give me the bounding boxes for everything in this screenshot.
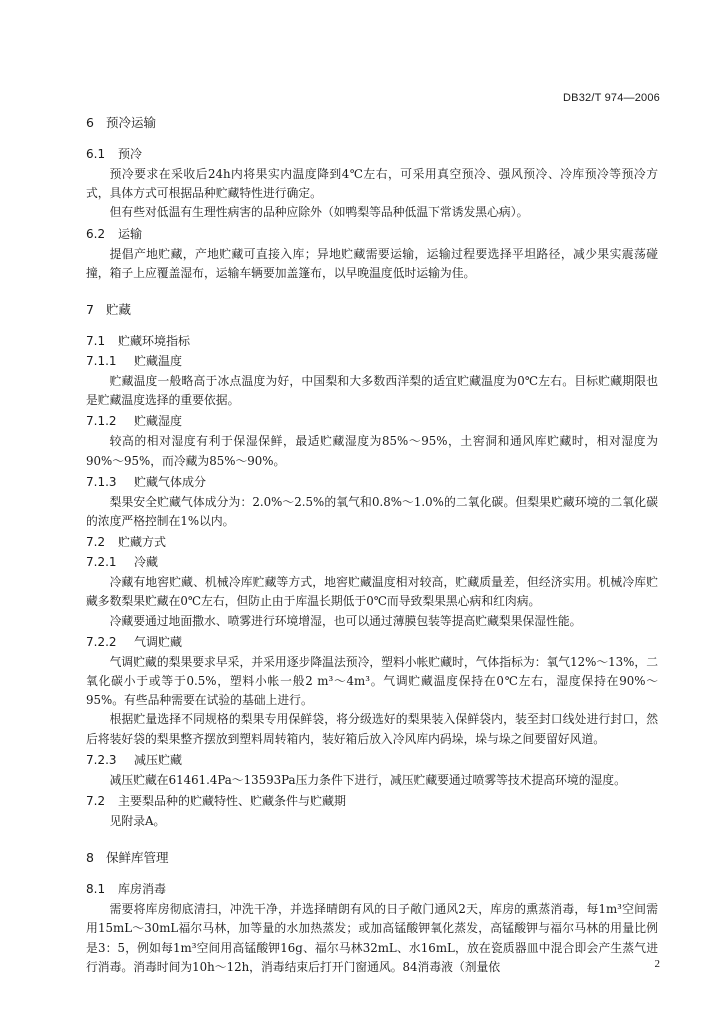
subsection-title: 预冷	[118, 147, 143, 161]
subsection-heading	[86, 534, 658, 551]
subsection-title: 贮藏湿度	[134, 414, 183, 429]
section-heading	[86, 849, 658, 866]
subsection-title: 库房消毒	[118, 882, 167, 897]
paragraph: 较高的相对湿度有利于保湿保鲜，最适贮藏湿度为85%～95%，土窖洞和通风库贮藏时，相对湿度为90%～95%，而冷藏为85%～90%。	[86, 434, 658, 468]
subsection-number: 8.1	[86, 882, 106, 897]
subsection-heading	[86, 554, 658, 571]
subsection-title: 主要梨品种的贮藏特性、贮藏条件与贮藏期	[118, 794, 347, 809]
page-number: 2	[654, 958, 660, 970]
section-heading	[86, 301, 658, 318]
subsection-number: 7.1.3	[86, 474, 117, 489]
paragraph: 梨果安全贮藏气体成分为：2.0%～2.5%的氧气和0.8%～1.0%的二氧化碳。但梨果贮藏环境的二氧化碳的浓度严格控制在1%以内。	[86, 494, 658, 529]
section-number: 6	[86, 115, 94, 130]
paragraph: 贮藏温度一般略高于冰点温度为好，中国梨和大多数西洋梨的适宜贮藏温度为0℃左右。目标贮藏期限也是贮藏温度选择的重要依据。	[86, 374, 658, 408]
subsection-title: 气调贮藏	[134, 634, 183, 649]
subsection-heading	[86, 353, 658, 370]
subsection-title: 贮藏气体成分	[134, 474, 207, 489]
section-title: 保鲜库管理	[106, 850, 169, 866]
paragraph: 根据贮量选择不同规格的梨果专用保鲜袋，将分级选好的梨果装入保鲜袋内，装至封口线处进行封口，然后将装好袋的梨果整齐摆放到塑料周转箱内，装好箱后放入冷风库内码垛，垛与垛之间要留好风道。	[86, 712, 658, 746]
paragraph: 提倡产地贮藏，产地贮藏可直接入库；异地贮藏需要运输，运输过程要选择平坦路径，减少果实震荡碰撞，箱子上应覆盖湿布，运输车辆要加盖篷布，以早晚温度低时运输为佳。	[86, 246, 658, 280]
paragraph: 冷藏要通过地面撒水、喷雾进行环境增湿，也可以通过薄膜包装等提高贮藏梨果保湿性能。	[109, 613, 582, 628]
paragraph: 气调贮藏的梨果要求早采，并采用逐步降温法预冷，塑料小帐贮藏时，气体指标为：氧气12%～13%，二氧化碳小于或等于0.5%，塑料小帐一般2 m³～4m³。气调贮藏温度保持在0℃左右，湿度保持在90%～95%。有些品种需要在试验的基础上进行。	[86, 654, 658, 708]
subsection-heading	[86, 474, 658, 491]
section-number: 7	[86, 302, 94, 318]
subsection-number: 6.1	[86, 147, 106, 161]
section-title: 贮藏	[106, 302, 132, 318]
subsection-number: 7.2	[86, 794, 106, 809]
subsection-number: 7.1.2	[86, 414, 117, 429]
subsection-heading	[86, 226, 658, 243]
section-heading	[86, 114, 658, 131]
subsection-heading	[86, 634, 658, 651]
subsection-number: 7.2.1	[86, 555, 117, 570]
subsection-number: 7.2.3	[86, 752, 117, 767]
subsection-heading	[86, 146, 658, 163]
paragraph: 但有些对低温有生理性病害的品种应除外（如鸭梨等品种低温下常诱发黑心病）。	[109, 205, 529, 220]
subsection-heading	[86, 881, 658, 898]
subsection-title: 减压贮藏	[134, 752, 183, 767]
paragraph: 减压贮藏在61461.4Pa～13593Pa压力条件下进行，减压贮藏要通过喷雾等技术提高环境的湿度。	[109, 772, 626, 787]
subsection-title: 冷藏	[134, 555, 159, 570]
subsection-number: 6.2	[86, 226, 106, 241]
subsection-title: 运输	[118, 226, 143, 241]
paragraph: 需要将库房彻底清扫，冲洗干净，并选择晴朗有风的日子敞门通风2天，库房的熏蒸消毒，每1m³空间需用15mL～30mL福尔马林，加等量的水加热蒸发；或加高锰酸钾氧化蒸发，高锰酸钾与福尔马林的用量比例是3：5，例如每1m³空间用高锰酸钾16g、福尔马林32mL、水16mL，放在瓷质器皿中混合即会产生蒸气进行消毒。消毒时间为10h～12h，消毒结束后打开门窗通风。84消毒液（剂量依	[86, 902, 658, 974]
section-number: 8	[86, 850, 94, 866]
subsection-title: 贮藏温度	[134, 354, 183, 369]
paragraph: 见附录A。	[109, 814, 166, 829]
subsection-heading	[86, 752, 658, 769]
subsection-title: 贮藏环境指标	[118, 334, 191, 349]
subsection-number: 7.2	[86, 535, 106, 550]
subsection-heading	[86, 793, 658, 810]
document-body	[86, 114, 658, 977]
subsection-number: 7.1.1	[86, 354, 117, 369]
subsection-number: 7.1	[86, 334, 106, 349]
subsection-heading	[86, 333, 658, 350]
section-title: 预冷运输	[106, 115, 157, 130]
subsection-heading	[86, 413, 658, 430]
standard-code: DB32/T 974—2006	[563, 92, 660, 104]
subsection-title: 贮藏方式	[118, 535, 167, 550]
subsection-number: 7.2.2	[86, 634, 117, 649]
paragraph: 预冷要求在采收后24h内将果实内温度降到4℃左右，可采用真空预冷、强风预冷、冷库预冷等预冷方式，具体方式可根据品种贮藏特性进行确定。	[86, 167, 658, 201]
paragraph: 冷藏有地窖贮藏、机械冷库贮藏等方式，地窖贮藏温度相对较高，贮藏质量差，但经济实用。机械冷库贮藏多数梨果贮藏在0℃左右，但防止由于库温长期低于0℃而导致梨果黑心病和红肉病。	[86, 575, 658, 609]
